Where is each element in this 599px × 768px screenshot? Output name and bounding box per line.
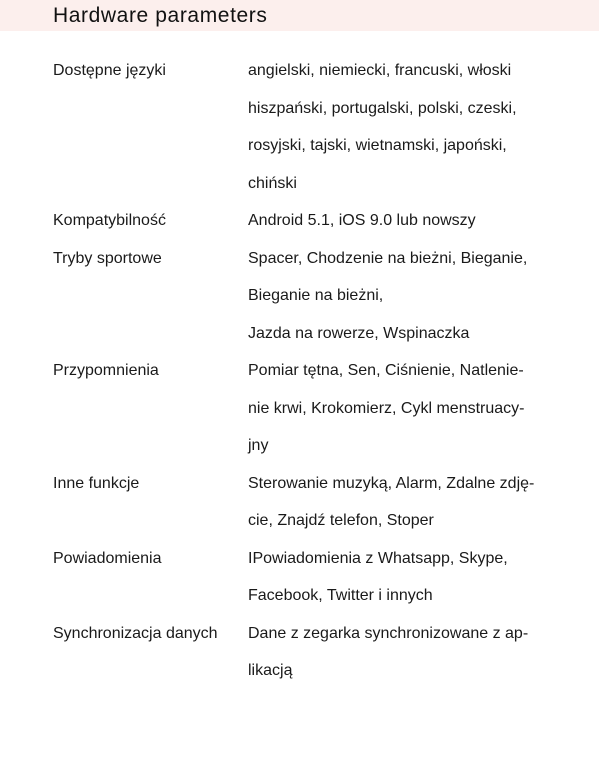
- page-title: Hardware parameters: [53, 4, 268, 27]
- spec-row-sport-modes: [53, 240, 583, 353]
- spec-label: Synchronizacja danych: [53, 624, 218, 642]
- header-band: [0, 0, 599, 31]
- spec-row-languages: [53, 52, 583, 202]
- spec-value-line: Sterowanie muzyką, Alarm, Zdalne zdję-: [248, 474, 535, 492]
- spec-value-line: hiszpański, portugalski, polski, czeski,: [248, 99, 517, 117]
- spec-value-line: angielski, niemiecki, francuski, włoski: [248, 62, 512, 79]
- spec-label: Tryby sportowe: [53, 249, 162, 267]
- spec-label: Inne funkcje: [53, 474, 140, 492]
- spec-row-notifications: [53, 540, 583, 615]
- spec-label: Dostępne języki: [53, 62, 166, 79]
- spec-value-line: rosyjski, tajski, wietnamski, japoński,: [248, 137, 507, 154]
- spec-value-line: Pomiar tętna, Sen, Ciśnienie, Natlenie-: [248, 362, 524, 379]
- spec-row-data-sync: [53, 615, 583, 690]
- spec-row-other-functions: [53, 465, 583, 540]
- spec-value: [248, 202, 568, 240]
- spec-value-line: likacją: [248, 662, 293, 679]
- spec-label: Kompatybilność: [53, 212, 166, 229]
- spec-value: [248, 465, 568, 540]
- spec-value: [248, 615, 568, 690]
- spec-value: [248, 540, 568, 615]
- spec-value-line: cie, Znajdź telefon, Stoper: [248, 512, 434, 529]
- spec-value-line: jny: [248, 437, 269, 454]
- spec-value: [248, 240, 568, 353]
- spec-value-line: IPowiadomienia z Whatsapp, Skype,: [248, 549, 508, 567]
- spec-value: [248, 352, 568, 465]
- spec-row-compatibility: [53, 202, 583, 240]
- spec-value-line: Bieganie na bieżni,: [248, 287, 384, 304]
- spec-row-reminders: [53, 352, 583, 465]
- spec-value-line: Android 5.1, iOS 9.0 lub nowszy: [248, 212, 476, 229]
- spec-label: Powiadomienia: [53, 549, 162, 567]
- spec-value-line: nie krwi, Krokomierz, Cykl menstruacy-: [248, 399, 525, 417]
- spec-table: [53, 52, 583, 690]
- spec-value-line: chiński: [248, 174, 297, 192]
- spec-value-line: Spacer, Chodzenie na bieżni, Bieganie,: [248, 249, 528, 267]
- spec-value-line: Dane z zegarka synchronizowane z ap-: [248, 624, 529, 642]
- spec-value-line: Jazda na rowerze, Wspinaczka: [248, 324, 470, 342]
- spec-value-line: Facebook, Twitter i innych: [248, 587, 433, 604]
- spec-value: [248, 52, 568, 202]
- spec-label: Przypomnienia: [53, 362, 159, 379]
